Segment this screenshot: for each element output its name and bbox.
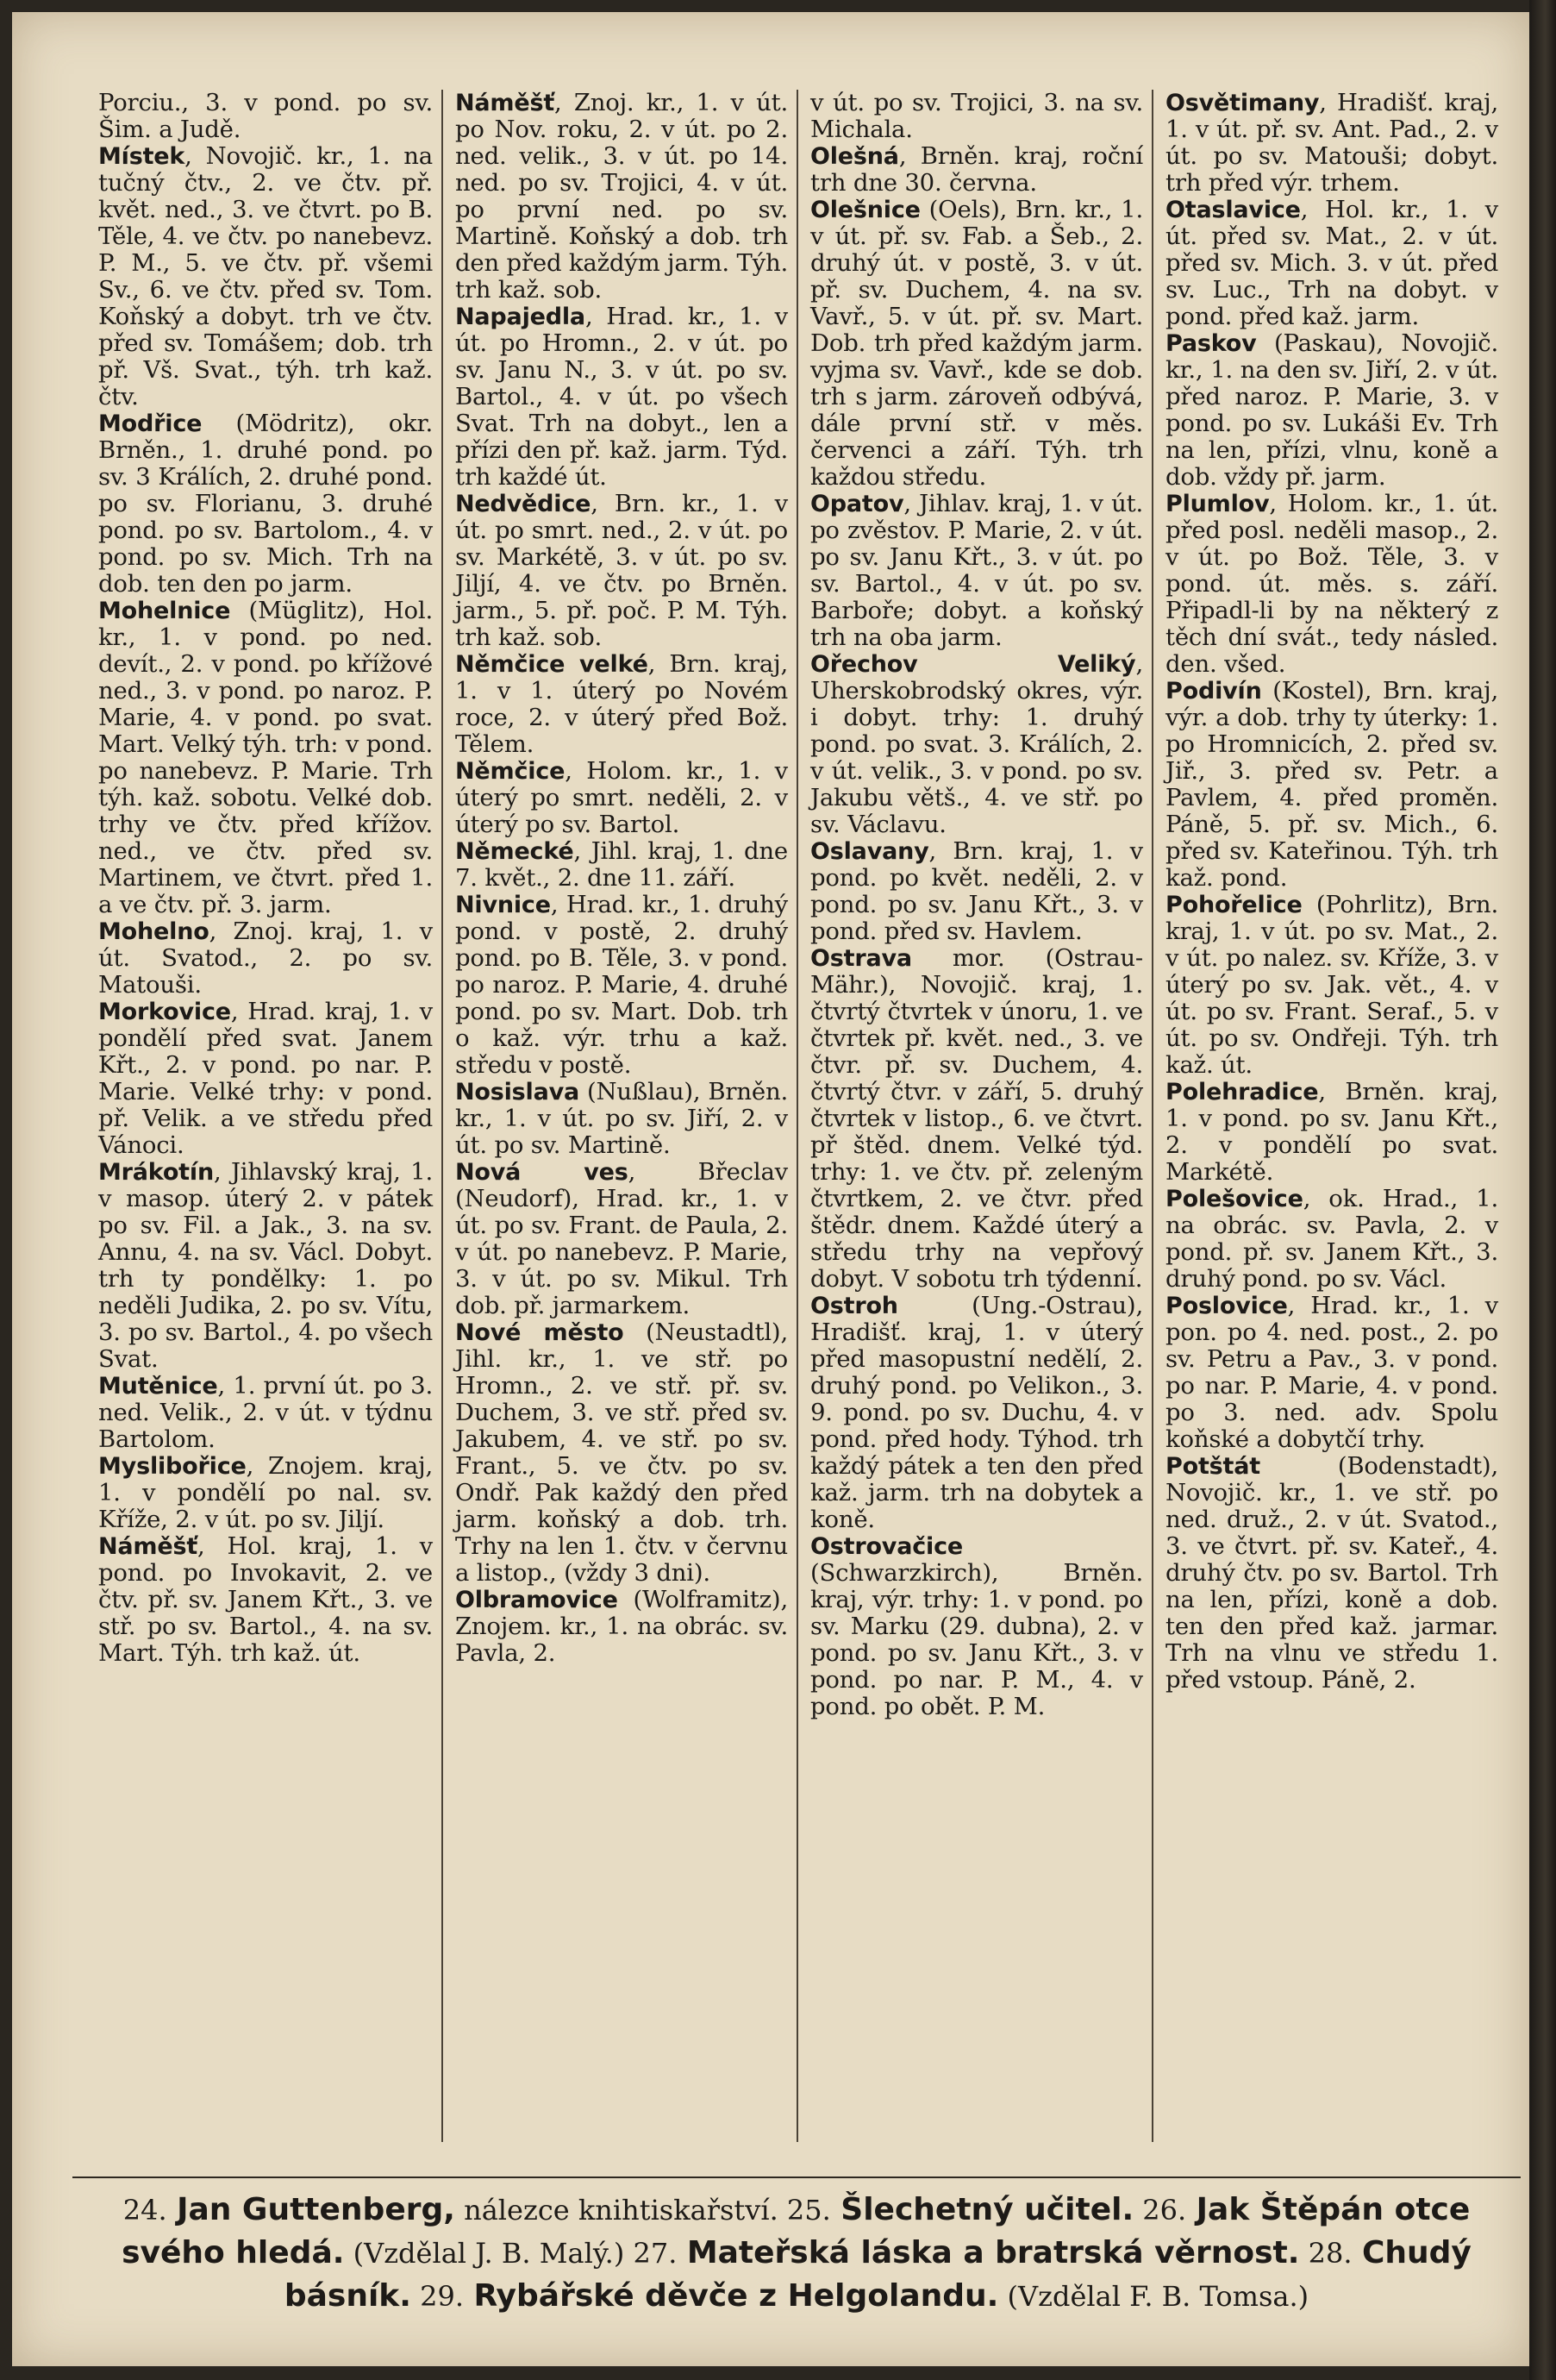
- scan-edge: [1529, 0, 1556, 2380]
- entry: Opatov, Jihlav. kraj, 1. v út. po zvěstov. P. Marie, 2. v út. po sv. Janu Křt., 3. v út. po sv. Bartol., 4. v út. po sv. Barboře; dobyt. a koňský trh na oba jarm.: [810, 490, 1143, 651]
- entry: Nová ves, Břeclav (Neudorf), Hrad. kr., 1. v út. po sv. Frant. de Paula, 2. v út. po nanebevz. P. Marie, 3. v út. po sv. Mikul. Trh dob. př. jarmarkem.: [455, 1158, 788, 1319]
- entry: Nedvědice, Brn. kr., 1. v út. po smrt. ned., 2. v út. po sv. Markétě, 3. v út. po sv. Jiljí, 4. ve čtv. po Brněn. jarm., 5. př. poč. P. M. Týh. trh kaž. sob.: [455, 490, 788, 651]
- entry: Náměšť, Znoj. kr., 1. v út. po Nov. roku, 2. v út. po 2. ned. velik., 3. v út. po 14. ned. po sv. Trojici, 4. v út. po první ned. po sv. Martině. Koňský a dob. trh den před každým jarm. Týh. trh kaž. sob.: [455, 90, 788, 304]
- entry: Německé, Jihl. kraj, 1. dne 7. květ., 2. dne 11. září.: [455, 837, 788, 892]
- entry: Místek, Novojič. kr., 1. na tučný čtv., 2. ve čtv. př. květ. ned., 3. ve čtvrt. po B. Těle, 4. ve čtv. po nanebevz. P. M., 5. ve čtv. př. všemi Sv., 6. ve čtv. před sv. Tom. Koňský a dobyt. trh ve čtv. před sv. Tomášem; dob. trh př. Vš. Svat., týh. trh kaž. čtv.: [98, 142, 433, 410]
- entry: Nivnice, Hrad. kr., 1. druhý pond. v postě, 2. druhý pond. po B. Těle, 3. v pond. po naroz. P. Marie, 4. druhé pond. po sv. Mart. Dob. trh o kaž. výr. trhu a kaž. středu v postě.: [455, 891, 788, 1079]
- column-4: [1152, 90, 1507, 2142]
- entry: Modřice (Mödritz), okr. Brněn., 1. druhé pond. po sv. 3 Králích, 2. druhé pond. po sv. Florianu, 3. druhé pond. po sv. Bartolom., 4. v pond. po sv. Mich. Trh na dob. ten den po jarm.: [98, 410, 433, 598]
- entry: Potštát (Bodenstadt), Novojič. kr., 1. ve stř. po ned. druž., 2. v út. Svatod., 3. ve čtvrt. př. sv. Kateř., 4. druhý čtv. po sv. Bartol. Trh na len, přízi, koně a dob. ten den před kaž. jarmar. Trh na vlnu ve středu 1. před vstoup. Páně, 2.: [1165, 1452, 1498, 1694]
- entry: Ostrava mor. (Ostrau-Mähr.), Novojič. kraj, 1. čtvrtý čtvrtek v únoru, 1. ve čtvrtek př. květ. ned., 3. ve čtvr. př. sv. Duchem, 4. čtvrtý čtvr. v září, 5. druhý čtvrtek v listop., 6. ve čtvrt. př štěd. dnem. Velké týd. trhy: 1. ve čtv. př. zeleným čtvrtkem, 2. ve čtvr. před štědr. dnem. Každé úterý a středu trhy na vepřový dobyt. V sobotu trh týdenní.: [810, 944, 1143, 1293]
- entry: Nové město (Neustadtl), Jihl. kr., 1. ve stř. po Hromn., 2. ve stř. př. sv. Duchem, 3. ve stř. před sv. Jakubem, 4. ve stř. po sv. Frant., 5. ve čtv. po sv. Ondř. Pak každý den před jarm. koňský a dob. trh. Trhy na len 1. čtv. v červnu a listop., (vždy 3 dni).: [455, 1318, 788, 1587]
- footer-item: 26. Jak Štěpán otce svého hledá. (Vzdělal J. B. Malý.): [122, 2192, 1471, 2270]
- entry: Poslovice, Hrad. kr., 1. v pon. po 4. ned. post., 2. po sv. Petru a Pav., 3. v pond. po nar. P. Marie, 4. v pond. po 3. ned. adv. Spolu koňské a dobytčí trhy.: [1165, 1292, 1498, 1453]
- entry: Ostroh (Ung.-Ostrau), Hradišť. kraj, 1. v úterý před masopustní nedělí, 2. druhý pond. po Velikon., 3. 9. pond. po sv. Duchu, 4. v pond. před hody. Týhod. trh každý pátek a ten den před kaž. jarm. trh na dobytek a koně.: [810, 1292, 1143, 1533]
- entry: v út. po sv. Trojici, 3. na sv. Michala.: [810, 90, 1143, 143]
- entry: Polešovice, ok. Hrad., 1. na obrác. sv. Pavla, 2. v pond. př. sv. Janem Křt., 3. druhý pond. po sv. Václ.: [1165, 1185, 1498, 1293]
- column-3: [797, 90, 1152, 2142]
- footer-item: 28. Chudý básník.: [284, 2235, 1472, 2314]
- footer-divider: [72, 2176, 1521, 2178]
- entry: Osvětimany, Hradišť. kraj, 1. v út. př. sv. Ant. Pad., 2. v út. po sv. Matouši; dobyt. trh před výr. trhem.: [1165, 90, 1498, 197]
- entry: Mrákotín, Jihlavský kraj, 1. v masop. úterý 2. v pátek po sv. Fil. a Jak., 3. na sv. Annu, 4. na sv. Václ. Dobyt. trh ty pondělky: 1. po neděli Judika, 2. po sv. Vítu, 3. po sv. Bartol., 4. po všech Svat.: [98, 1158, 433, 1373]
- entry: Němčice velké, Brn. kraj, 1. v 1. úterý po Novém roce, 2. v úterý před Bož. Tělem.: [455, 650, 788, 758]
- entry: Olbramovice (Wolframitz), Znojem. kr., 1. na obrác. sv. Pavla, 2.: [455, 1586, 788, 1667]
- footer-item: 27. Mateřská láska a bratrská věrnost.: [633, 2235, 1300, 2270]
- page-sheet: [12, 12, 1529, 2366]
- entry: Němčice, Holom. kr., 1. v úterý po smrt. neděli, 2. v úterý po sv. Bartol.: [455, 757, 788, 838]
- entry: Plumlov, Holom. kr., 1. út. před posl. neděli masop., 2. v út. po Bož. Těle, 3. v pond. út. měs. s. září. Připadl-li by na některý z těch dní svát., tedy násled. den. všed.: [1165, 490, 1498, 678]
- footer-item: 29. Rybářské děvče z Helgolandu. (Vzdělal F. B. Tomsa.): [420, 2278, 1309, 2314]
- entry: Nosislava (Nußlau), Brněn. kr., 1. v út. po sv. Jiří, 2. v út. po sv. Martině.: [455, 1078, 788, 1159]
- entry: Náměšť, Hol. kraj, 1. v pond. po Invokavit, 2. ve čtv. př. sv. Janem Křt., 3. ve stř. po sv. Bartol., 4. na sv. Mart. Týh. trh kaž. út.: [98, 1532, 433, 1667]
- entry: Ostrovačice (Schwarzkirch), Brněn. kraj, výr. trhy: 1. v pond. po sv. Marku (29. dubna), 2. v pond. po sv. Janu Křt., 3. v pond. po nar. P. M., 4. v pond. po obět. P. M.: [810, 1533, 1143, 1720]
- entry: Napajedla, Hrad. kr., 1. v út. po Hromn., 2. v út. po sv. Janu N., 3. v út. po sv. Bartol., 4. v út. po všech Svat. Trh na dobyt., len a přízi den př. kaž. jarm. Týd. trh každé út.: [455, 303, 788, 491]
- entry: Porciu., 3. v pond. po sv. Šim. a Judě.: [98, 90, 433, 143]
- entry: Pohořelice (Pohrlitz), Brn. kraj, 1. v út. po sv. Mat., 2. v út. po nalez. sv. Kříže, 3. v úterý po sv. Jak. vět., 4. v út. po sv. Frant. Seraf., 5. v út. po sv. Ondřeji. Týh. trh kaž. út.: [1165, 891, 1498, 1079]
- entry: Olešná, Brněn. kraj, roční trh dne 30. června.: [810, 142, 1143, 197]
- text-columns: [86, 90, 1509, 2142]
- entry: Mutěnice, 1. první út. po 3. ned. Velik., 2. v út. v týdnu Bartolom.: [98, 1372, 433, 1453]
- entry: Olešnice (Oels), Brn. kr., 1. v út. př. sv. Fab. a Šeb., 2. druhý út. v postě, 3. v út. př. sv. Duchem, 4. na sv. Vavř., 5. v út. př. sv. Mart. Dob. trh před každým jarm. vyjma sv. Vavř., kde se dob. trh s jarm. zároveň odbývá, dále první stř. v měs. červenci a září. Týh. trh každou středu.: [810, 196, 1143, 491]
- entry: Morkovice, Hrad. kraj, 1. v pondělí před svat. Janem Křt., 2. v pond. po nar. P. Marie. Velké trhy: v pond. př. Velik. a ve středu před Vánoci.: [98, 998, 433, 1159]
- entry: Mohelnice (Müglitz), Hol. kr., 1. v pond. po ned. devít., 2. v pond. po křížové ned., 3. v pond. po naroz. P. Marie, 4. v pond. po svat. Mart. Velký týh. trh: v pond. po nanebevz. P. Marie. Trh týh. kaž. sobotu. Velké dob. trhy ve čtv. před křížov. ned., ve čtv. před sv. Martinem, ve čtvrt. před 1. a ve čtv. př. 3. jarm.: [98, 597, 433, 918]
- entry: Polehradice, Brněn. kraj, 1. v pond. po sv. Janu Křt., 2. v pondělí po svat. Markétě.: [1165, 1078, 1498, 1186]
- footer-booklist: [81, 2189, 1512, 2318]
- entry: Otaslavice, Hol. kr., 1. v út. před sv. Mat., 2. v út. před sv. Mich. 3. v út. před sv. Luc., Trh na dobyt. v pond. před kaž. jarm.: [1165, 196, 1498, 330]
- entry: Mohelno, Znoj. kraj, 1. v út. Svatod., 2. po sv. Matouši.: [98, 918, 433, 999]
- entry: Ořechov Veliký, Uherskobrodský okres, výr. i dobyt. trhy: 1. druhý pond. po svat. 3. Králích, 2. v út. velik., 3. v pond. po sv. Jakubu větš., 4. ve stř. po sv. Václavu.: [810, 650, 1143, 838]
- entry: Paskov (Paskau), Novojič. kr., 1. na den sv. Jiří, 2. v út. před naroz. P. Marie, 3. v pond. po sv. Lukáši Ev. Trh na len, přízi, vlnu, koně a dob. vždy př. jarm.: [1165, 329, 1498, 491]
- column-1: [86, 90, 441, 2142]
- column-2: [441, 90, 797, 2142]
- entry: Oslavany, Brn. kraj, 1. v pond. po květ. neděli, 2. v pond. po sv. Janu Křt., 3. v pond. před sv. Havlem.: [810, 837, 1143, 945]
- footer-item: 25. Šlechetný učitel.: [786, 2192, 1134, 2227]
- entry: Podivín (Kostel), Brn. kraj, výr. a dob. trhy ty úterky: 1. po Hromnicích, 2. před sv. Jiř., 3. před sv. Petr. a Pavlem, 4. před proměn. Páně, 5. př. sv. Mich., 6. před sv. Kateřinou. Týh. trh kaž. pond.: [1165, 677, 1498, 892]
- entry: Myslibořice, Znojem. kraj, 1. v pondělí po nal. sv. Kříže, 2. v út. po sv. Jiljí.: [98, 1452, 433, 1533]
- footer-item: 24. Jan Guttenberg, nálezce knihtiskařství.: [122, 2192, 787, 2227]
